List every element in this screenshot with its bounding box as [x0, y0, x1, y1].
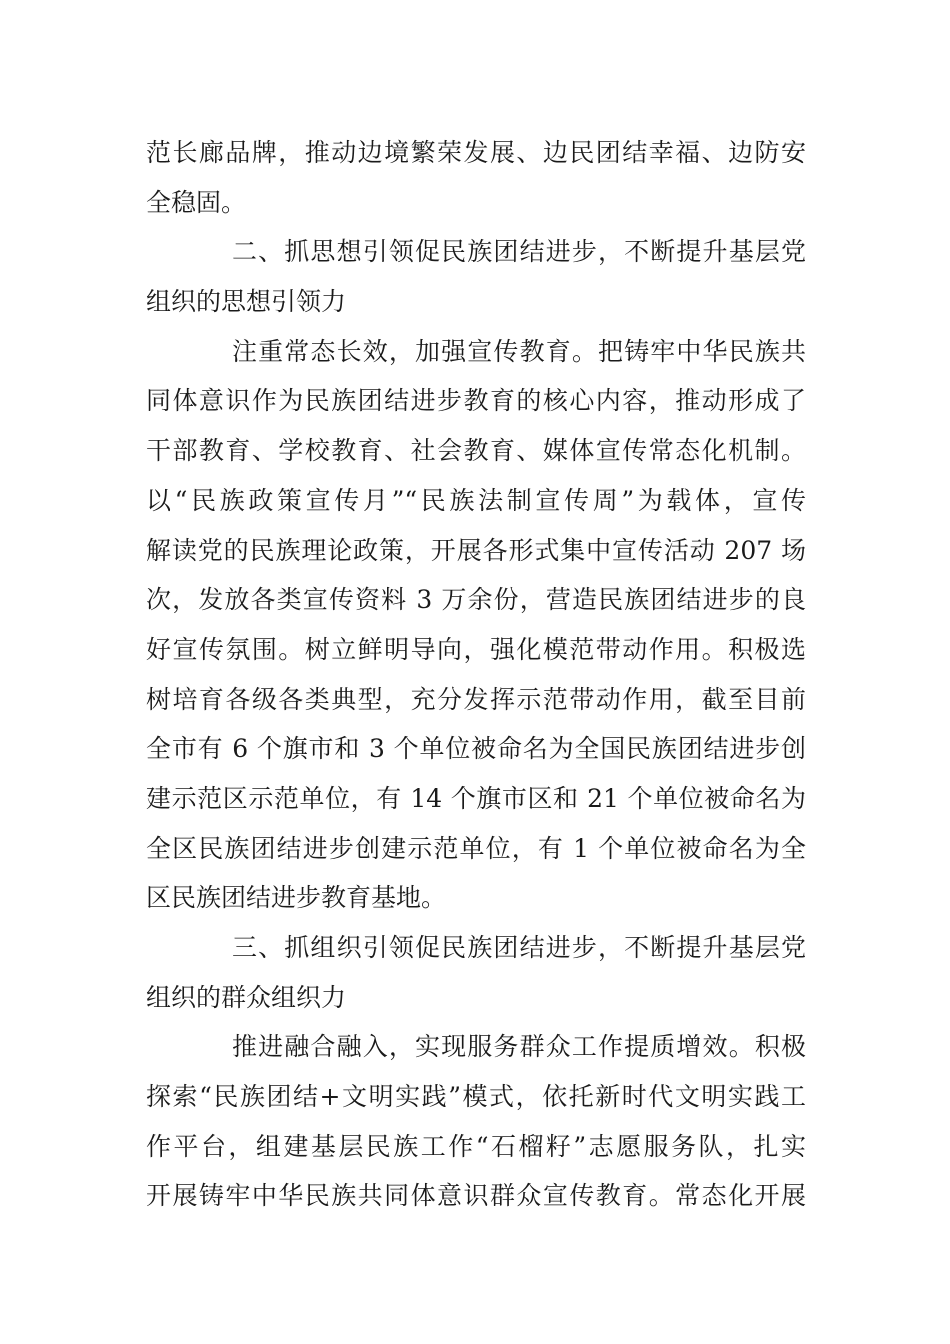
text-line: 解读党的民族理论政策，开展各形式集中宣传活动 207 场 — [146, 535, 806, 565]
text-line: 区民族团结进步教育基地。 — [146, 883, 447, 913]
text-line: 推进融合融入，实现服务群众工作提质增效。积极 — [232, 1032, 806, 1062]
section-heading-line: 三、抓组织引领促民族团结进步，不断提升基层党 — [232, 933, 806, 962]
section-heading-line: 组织的思想引领力 — [146, 287, 347, 317]
text-line: 干部教育、学校教育、社会教育、媒体宣传常态化机制。 — [146, 436, 806, 466]
section-heading-line: 二、抓思想引领促民族团结进步，不断提升基层党 — [232, 237, 806, 267]
document-page — [146, 128, 806, 1221]
text-line: 全稳固。 — [146, 187, 247, 217]
text-line: 树培育各级各类典型，充分发挥示范带动作用，截至目前 — [146, 684, 806, 714]
text-line: 范长廊品牌，推动边境繁荣发展、边民团结幸福、边防安 — [146, 138, 806, 167]
text-line: 好宣传氛围。树立鲜明导向，强化模范带动作用。积极选 — [146, 634, 806, 664]
text-line: 注重常态长效，加强宣传教育。把铸牢中华民族共 — [232, 336, 806, 366]
text-line: 全市有 6 个旗市和 3 个单位被命名为全国民族团结进步创 — [146, 734, 806, 764]
section-heading-line: 组织的群众组织力 — [146, 982, 347, 1012]
text-line: 探索“民族团结+文明实践”模式，依托新时代文明实践工 — [146, 1082, 806, 1112]
text-line: 以“民族政策宣传月”“民族法制宣传周”为载体，宣传 — [146, 485, 806, 515]
text-line: 开展铸牢中华民族共同体意识群众宣传教育。常态化开展 — [146, 1181, 806, 1211]
text-line: 建示范区示范单位，有 14 个旗市区和 21 个单位被命名为 — [146, 783, 806, 813]
text-line: 全区民族团结进步创建示范单位，有 1 个单位被命名为全 — [146, 833, 806, 863]
text-line: 同体意识作为民族团结进步教育的核心内容，推动形成了 — [146, 386, 806, 416]
text-line: 作平台，组建基层民族工作“石榴籽”志愿服务队，扎实 — [146, 1131, 806, 1161]
text-line: 次，发放各类宣传资料 3 万余份，营造民族团结进步的良 — [146, 585, 806, 615]
